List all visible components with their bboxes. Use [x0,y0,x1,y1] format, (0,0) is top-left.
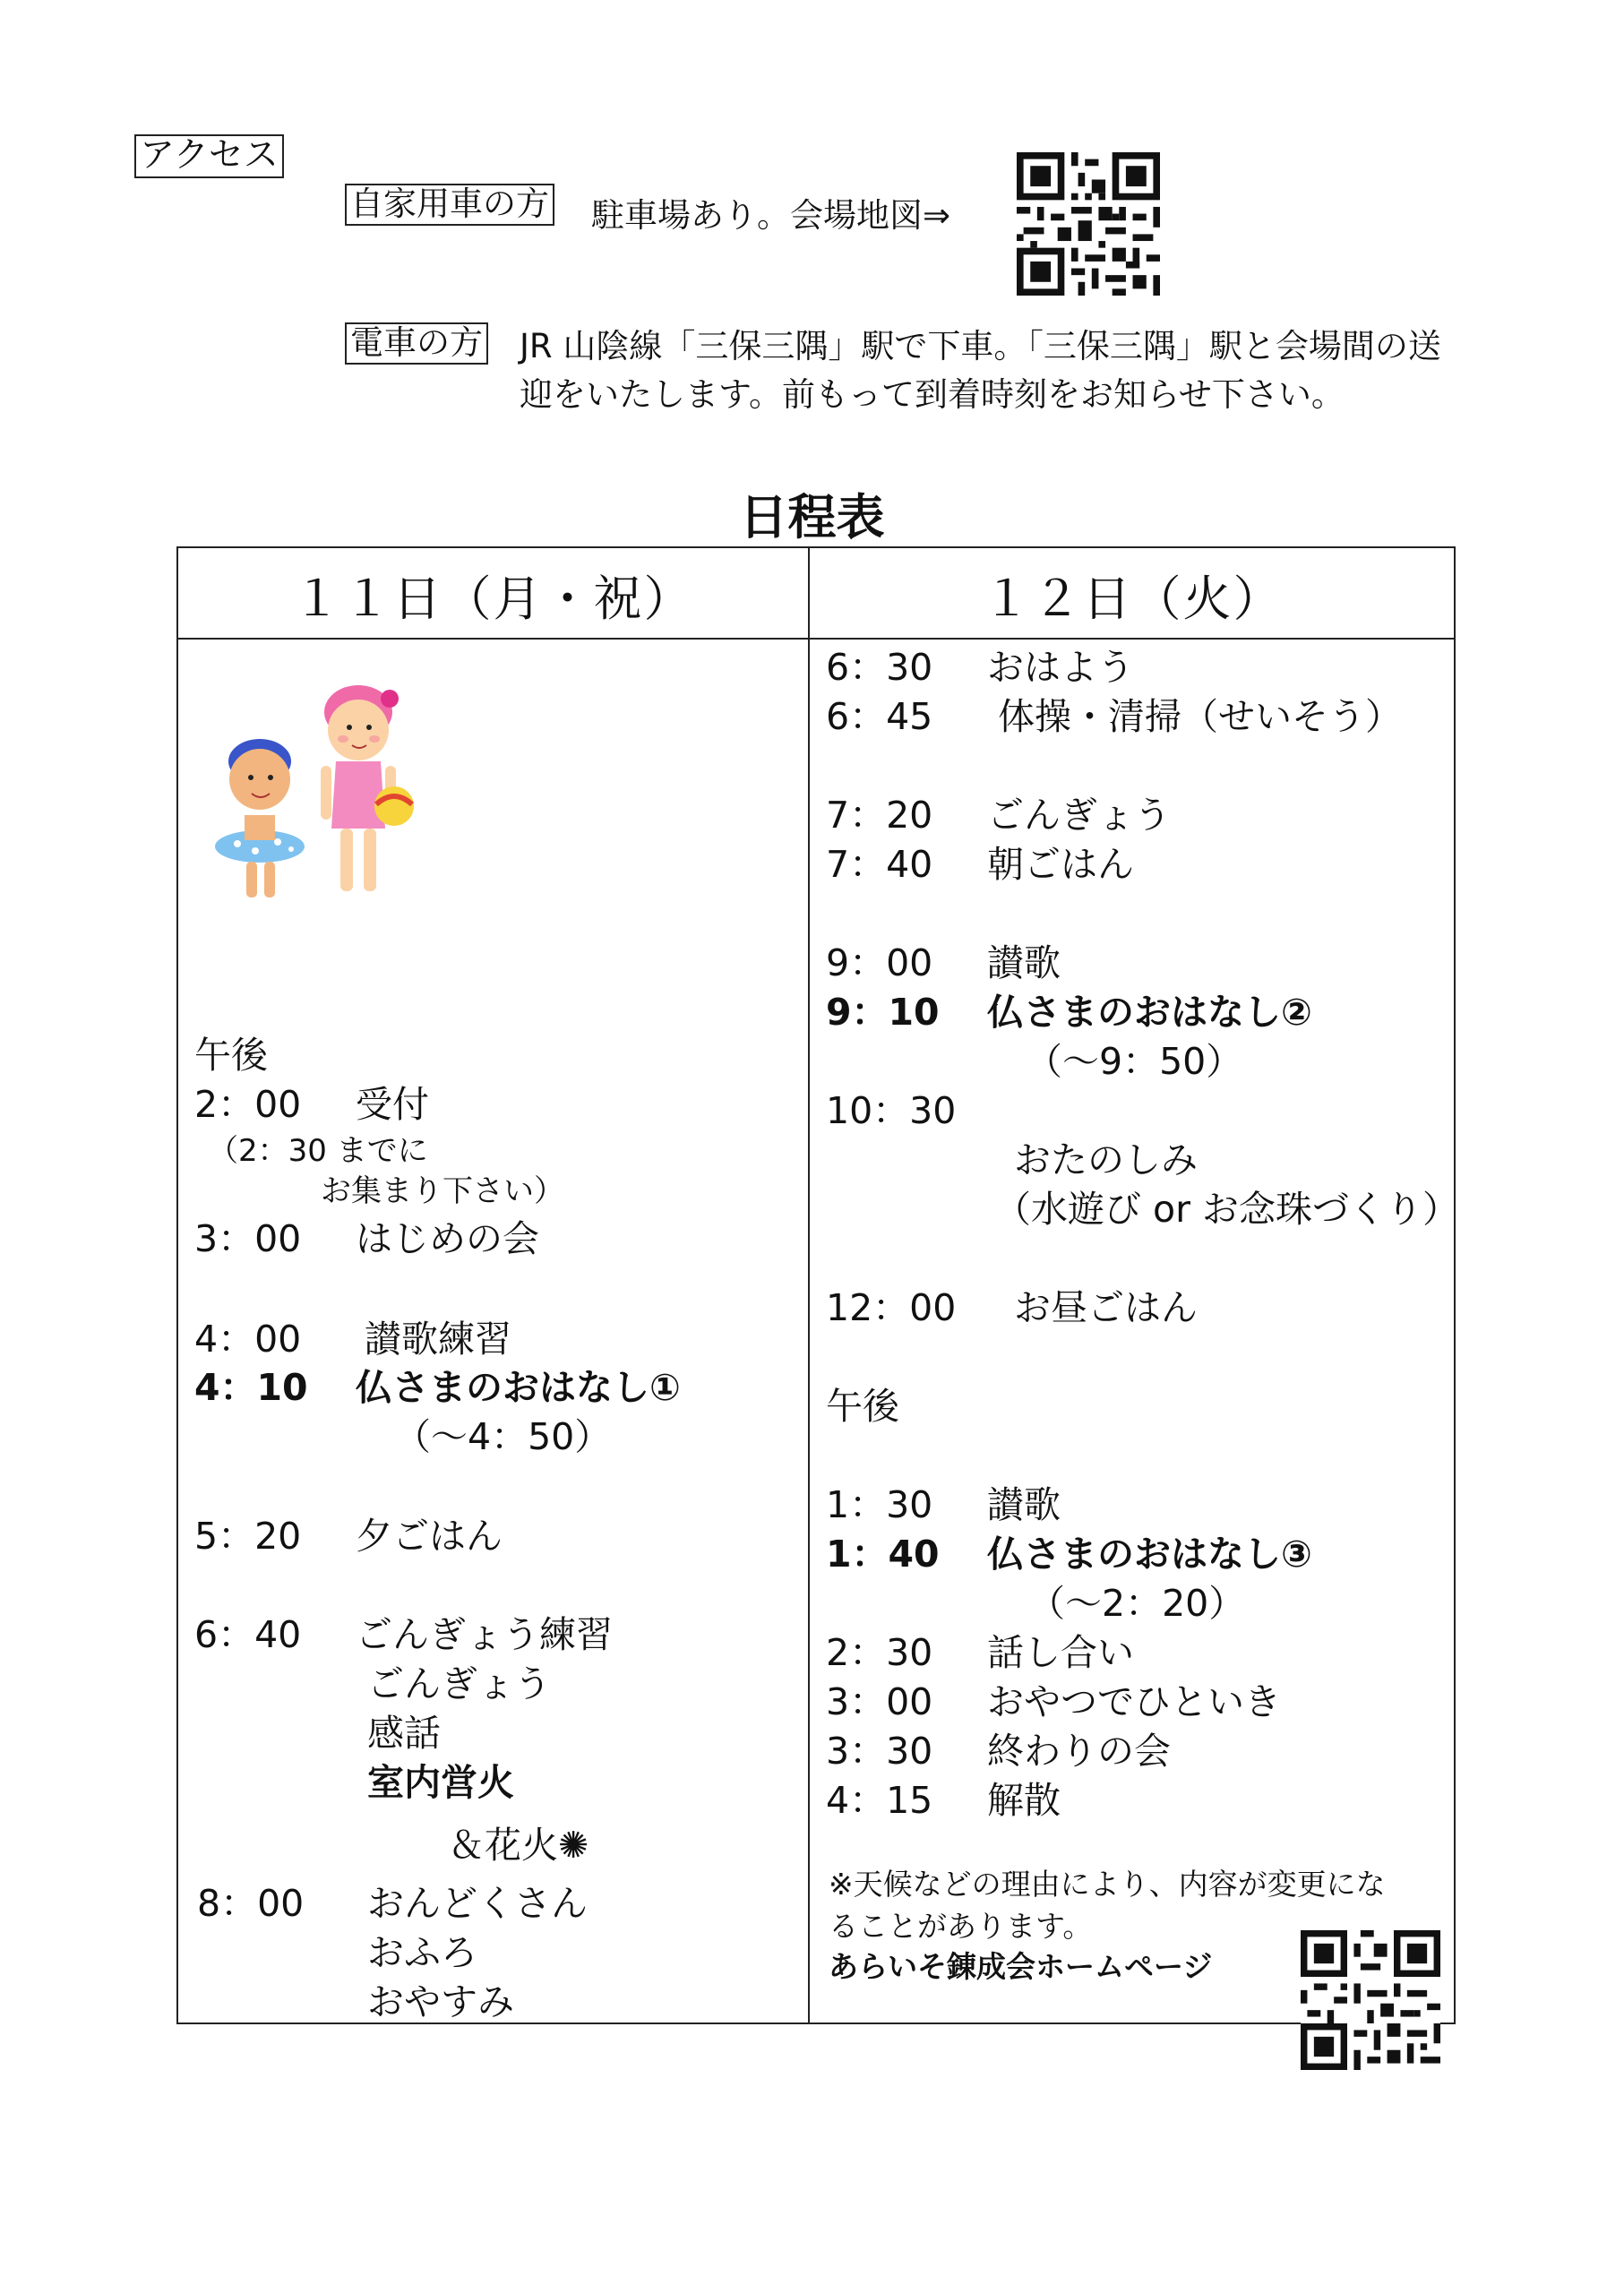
time: 3：00 [194,1217,302,1260]
day1-item-7 [197,1874,588,1927]
activity: 受付 [356,1083,429,1126]
time: 4：10 [194,1366,308,1409]
notice-line-1: ※天候などの理由により、内容が変更にな [829,1867,1386,1902]
train-access-text [520,322,1441,419]
time: 2：30 [826,1631,933,1674]
day2-item-12 [826,1672,1281,1725]
day2-item-13 [826,1722,1171,1774]
activity: おやつでひといき [987,1680,1281,1723]
activity: 解散 [987,1779,1061,1822]
activity: ごんぎょう [987,794,1171,837]
activity: 話し合い [987,1631,1134,1674]
notice-line-2: ることがあります。 [829,1909,1093,1944]
day2-item-6-sub: （水遊び or お念珠づくり） [994,1188,1460,1231]
time: 4：15 [826,1779,933,1822]
time: 8：00 [197,1882,305,1925]
time: 9：10 [826,991,940,1034]
day2-item-5-sub: （～9：50） [1026,1040,1243,1083]
homepage-label[interactable]: あらいそ錬成会ホームページ [829,1949,1213,1984]
time: 9：00 [826,941,933,984]
day1-item-5 [194,1507,503,1559]
activity: 朝ごはん [987,843,1134,886]
activity: 仏さまのおはなし① [356,1366,681,1409]
day2-item-3 [826,835,1134,888]
day1-note-line-1: （2：30 までに [208,1133,428,1169]
activity: 仏さまのおはなし③ [987,1533,1312,1576]
car-access-text: 駐車場あり。会場地図⇒ [591,196,951,235]
map-qr-code-icon[interactable] [1017,152,1160,296]
day2-item-10-sub: （～2：20） [1028,1582,1246,1625]
train-text-line-1: JR 山陰線「三保三隅」駅で下車。「三保三隅」駅と会場間の送 [520,327,1441,365]
schedule-title: 日程表 [739,489,885,545]
day2-item-10 [826,1524,1312,1577]
train-access-label: 電車の方 [345,322,488,365]
time: 4：00 [194,1318,302,1361]
activity: はじめの会 [356,1217,539,1260]
day2-item-11 [826,1623,1134,1676]
activity: ごんぎょう練習 [356,1613,613,1656]
time: 1：30 [826,1483,933,1526]
time: 6：45 [826,695,933,738]
day1-item-4-sub: （～4：50） [394,1415,612,1458]
time: 6：40 [194,1613,302,1656]
day1-item-7-sub2: おやすみ [367,1980,514,2023]
day2-item-5 [826,983,1312,1035]
time: 12：00 [826,1286,957,1329]
day2-header: １２日（火） [982,571,1284,627]
activity: おんどくさん [367,1882,588,1925]
day2-item-9 [826,1475,1061,1528]
day1-item-4 [194,1358,681,1411]
activity: 夕ごはん [356,1515,503,1558]
day2-item-2 [826,786,1171,838]
day1-note-line-2: お集まり下さい） [321,1173,564,1209]
time: 7：40 [826,843,933,886]
activity: 終わりの会 [987,1730,1171,1773]
time: 3：00 [826,1680,933,1723]
time: 1：40 [826,1533,940,1576]
time: 3：30 [826,1730,933,1773]
day2-item-4 [826,933,1061,986]
day2-item-0 [826,638,1134,691]
time: 5：20 [194,1515,302,1558]
day1-item-6 [194,1605,613,1658]
day1-item-6-sub2: 感話 [367,1712,441,1755]
day2-item-6 [826,1081,956,1134]
day2-afternoon-label: 午後 [826,1385,899,1428]
header-divider [178,638,1454,640]
activity: 仏さまのおはなし② [987,991,1312,1034]
day1-item-3 [194,1310,511,1362]
day1-item-6-sub4: ＆花火✺ [448,1824,589,1867]
day1-item-6-sub3: 室内営火 [367,1761,514,1804]
activity: 讃歌 [987,941,1061,984]
day2-item-1 [826,687,1402,740]
day1-item-6-sub1: ごんぎょう [367,1662,551,1705]
activity: 体操・清掃（せいそう） [998,695,1402,738]
day1-item-0 [194,1075,429,1128]
activity: 讃歌練習 [365,1318,511,1361]
time: 6：30 [826,646,933,689]
access-label: アクセス [134,134,284,178]
time: 7：20 [826,794,933,837]
column-divider [808,548,810,2022]
day2-item-14 [826,1771,1061,1824]
activity: 讃歌 [987,1483,1061,1526]
day1-header: １１日（月・祝） [292,571,694,627]
train-text-line-2: 迎をいたします。前もって到着時刻をお知らせ下さい。 [520,375,1345,414]
time: 2：00 [194,1083,302,1126]
activity: お昼ごはん [1014,1286,1198,1329]
children-swimming-illustration [202,672,434,908]
activity: おはよう [987,646,1134,689]
day1-item-7-sub1: おふろ [367,1931,477,1974]
day1-item-2 [194,1209,539,1262]
day2-item-6-activity: おたのしみ [1014,1138,1198,1181]
day2-item-7 [826,1278,1198,1331]
car-access-label: 自家用車の方 [345,184,554,226]
day1-afternoon-label: 午後 [194,1034,268,1077]
homepage-qr-code-icon[interactable] [1301,1930,1440,2070]
time: 10：30 [826,1089,957,1132]
